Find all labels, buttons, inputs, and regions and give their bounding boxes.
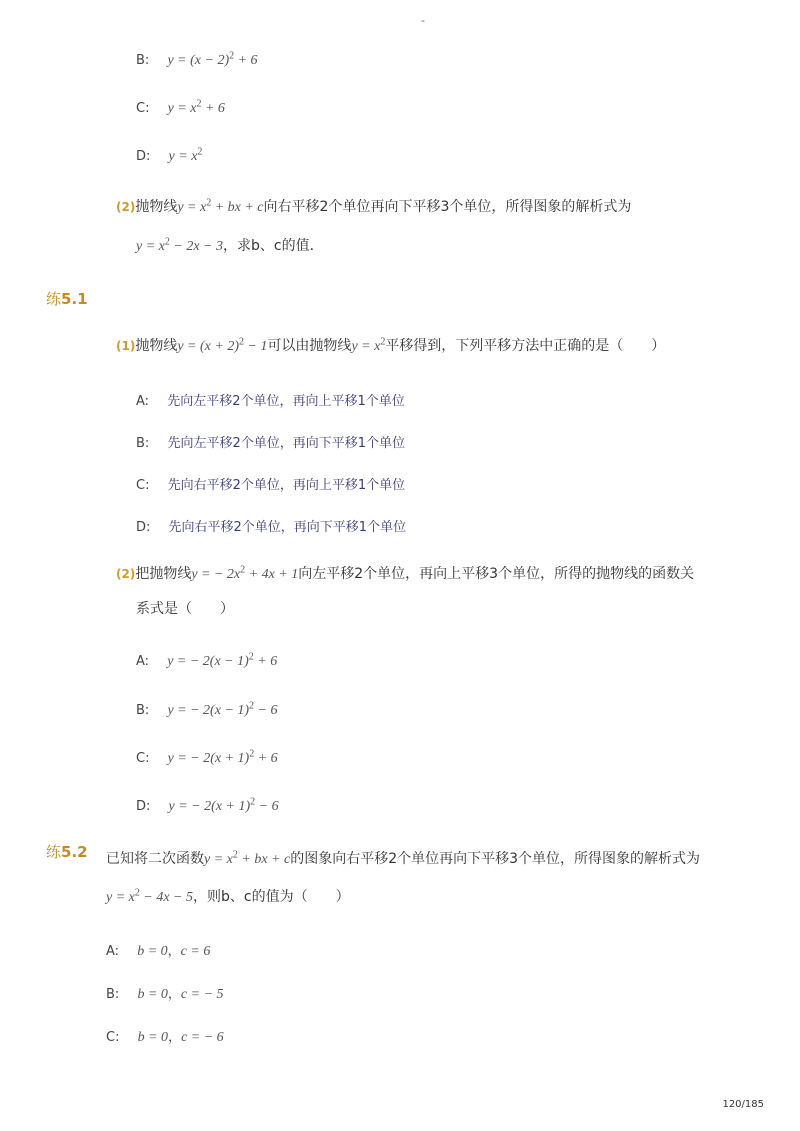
formula: $y = x^2 - 4x - 5$ — [106, 887, 193, 905]
option-b[interactable] — [136, 432, 405, 451]
question-text: 向右平移2个单位再向下平移3个单位，所得图象的解析式为 — [263, 199, 632, 215]
option-c[interactable] — [136, 474, 405, 493]
option-label: C: — [136, 478, 150, 493]
page-number: 120/185 — [722, 1099, 764, 1110]
option-label: C: — [106, 1030, 120, 1045]
question-part-2-line2 — [136, 235, 324, 255]
formula: y = − $2x^2 + 4x + 1$ — [191, 564, 299, 582]
option-label: B: — [136, 52, 150, 68]
option-formula: y = − $2(x - 1)^2 + 6$ — [167, 651, 278, 669]
question-text: 把抛物线 — [135, 566, 192, 582]
option-label: D: — [136, 798, 151, 814]
option-label: A: — [136, 394, 150, 409]
option-label: C: — [136, 100, 150, 116]
option-label: D: — [136, 148, 151, 164]
option-label: C: — [136, 750, 150, 766]
subquestion-number: (1) — [116, 339, 136, 353]
formula: $y = x^2 - 2x - 3$ — [136, 236, 223, 254]
option-values: b = 0，c = − 6 — [137, 1030, 224, 1045]
option-d[interactable] — [136, 146, 202, 165]
option-text: 先向左平移2个单位，再向上平移1个单位 — [167, 394, 405, 409]
exercise-5-2-question-line2 — [106, 886, 350, 906]
option-formula: y = − $2(x + 1)^2 + 6$ — [167, 748, 278, 766]
question-text: 向左平移2个单位，再向上平移3个单位，所得的抛物线的函数关 — [298, 566, 695, 582]
question-text: 的图象向右平移2个单位再向下平移3个单位，所得图象的解析式为 — [290, 851, 701, 867]
option-a[interactable] — [136, 390, 405, 409]
option-a[interactable] — [106, 940, 210, 960]
formula: $y = x^2$ + bx + c — [204, 849, 291, 867]
option-label: A: — [136, 653, 150, 669]
option-c[interactable] — [136, 748, 278, 767]
option-formula: y = − $2(x + 1)^2 - 6$ — [168, 796, 279, 814]
option-label: D: — [136, 520, 151, 535]
option-text: 先向右平移2个单位，再向上平移1个单位 — [167, 478, 406, 493]
option-text: 先向左平移2个单位，再向下平移1个单位 — [167, 436, 405, 451]
exercise-label-5-1: 练5.1 — [46, 290, 88, 308]
question-text: 平移得到，下列平移方法中正确的是（ ） — [385, 338, 666, 354]
option-text: 先向右平移2个单位，再向下平移1个单位 — [168, 520, 407, 535]
option-label: A: — [106, 944, 120, 959]
option-d[interactable] — [136, 516, 406, 535]
option-formula: $y = (x - 2)^2 + 6$ — [167, 50, 258, 68]
option-values: b = 0，c = − 5 — [137, 987, 224, 1002]
option-d[interactable] — [136, 796, 279, 815]
formula: $y = x^2$ — [351, 336, 386, 354]
question-text: 已知将二次函数 — [106, 851, 204, 867]
exercise-5-1-q2 — [116, 563, 694, 583]
option-label: B: — [136, 436, 150, 451]
question-text: ，求b、c的值． — [222, 238, 324, 254]
option-values: b = 0，c = 6 — [137, 944, 211, 959]
formula: $y = x^2$ + bx + c — [177, 197, 264, 215]
exercise-5-2-question — [106, 848, 700, 868]
option-b[interactable] — [136, 700, 278, 719]
question-part-2 — [116, 196, 631, 216]
option-a[interactable] — [136, 651, 277, 670]
exercise-label-5-2: 练5.2 — [46, 843, 88, 861]
option-formula: $y = x^2 + 6$ — [167, 98, 225, 116]
formula: $y = (x + 2)^2 - 1$ — [177, 336, 268, 354]
question-text: ，则b、c的值为（ ） — [192, 889, 350, 905]
question-text: 可以由抛物线 — [267, 338, 352, 354]
option-label: B: — [136, 702, 150, 718]
option-c[interactable] — [136, 98, 225, 117]
header-mark: - — [421, 14, 425, 27]
option-formula: $y = x^2$ — [168, 146, 203, 164]
option-formula: y = − $2(x - 1)^2 - 6$ — [167, 700, 278, 718]
option-b[interactable] — [106, 983, 224, 1003]
question-text: 抛物线 — [135, 199, 178, 215]
subquestion-number: (2) — [116, 567, 136, 581]
subquestion-number: (2) — [116, 200, 136, 214]
question-text: 抛物线 — [135, 338, 178, 354]
option-label: B: — [106, 987, 120, 1002]
exercise-5-1-q1 — [116, 335, 665, 355]
option-c[interactable] — [106, 1026, 224, 1046]
option-b[interactable] — [136, 50, 258, 69]
exercise-5-1-q2-line2: 系式是（ ） — [136, 601, 234, 617]
